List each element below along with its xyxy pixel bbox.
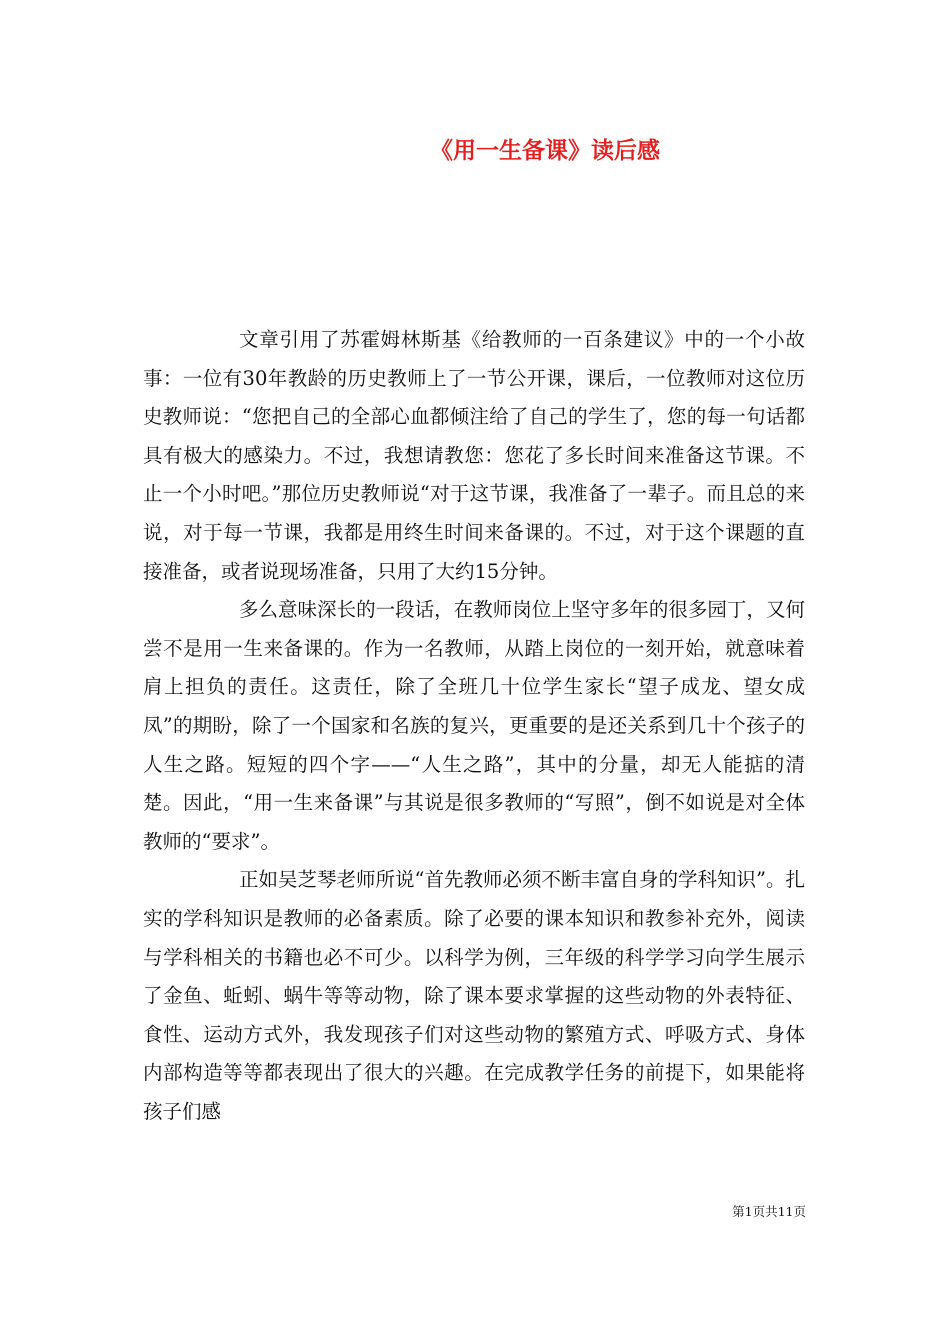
paragraph-1: 文章引用了苏霍姆林斯基《给教师的一百条建议》中的一个小故事：一位有30年教龄的历史教师上了一节公开课，课后，一位教师对这位历史教师说：“您把自己的全部心血都倾注给了自己的学生了，您的每一句话都具有极大的感染力。不过，我想请教您：您花了多长时间来准备这节课。不止一个小时吧。”那位历史教师说“对于这节课，我准备了一辈子。而且总的来说，对于每一节课，我都是用终生时间来备课的。不过，对于这个课题的直接准备，或者说现场准备，只用了大约15分钟。 — [143, 328, 805, 583]
paragraph-3: 正如吴芝琴老师所说“首先教师必须不断丰富自身的学科知识”。扎实的学科知识是教师的必备素质。除了必要的课本知识和教参补充外，阅读与学科相关的书籍也必不可少。以科学为例，三年级的科学学习向学生展示了金鱼、蚯蚓、蜗牛等等动物，除了课本要求掌握的这些动物的外表特征、食性、运动方式外，我发现孩子们对这些动物的繁殖方式、呼吸方式、身体内部构造等等都表现出了很大的兴趣。在完成教学任务的前提下，如果能将孩子们感 — [143, 868, 805, 1123]
page-number-footer: 第1页共11页 — [732, 1204, 806, 1219]
document-body — [143, 321, 805, 1131]
document-title: 《用一生备课》读后感 — [430, 137, 660, 164]
paragraph-2: 多么意味深长的一段话，在教师岗位上坚守多年的很多园丁，又何尝不是用一生来备课的。作为一名教师，从踏上岗位的一刻开始，就意味着肩上担负的责任。这责任，除了全班几十位学生家长“望子成龙、望女成凤”的期盼，除了一个国家和名族的复兴，更重要的是还关系到几十个孩子的人生之路。短短的四个字——“人生之路”，其中的分量，却无人能掂的清楚。因此，“用一生来备课”与其说是很多教师的“写照”，倒不如说是对全体教师的“要求”。 — [143, 598, 805, 853]
